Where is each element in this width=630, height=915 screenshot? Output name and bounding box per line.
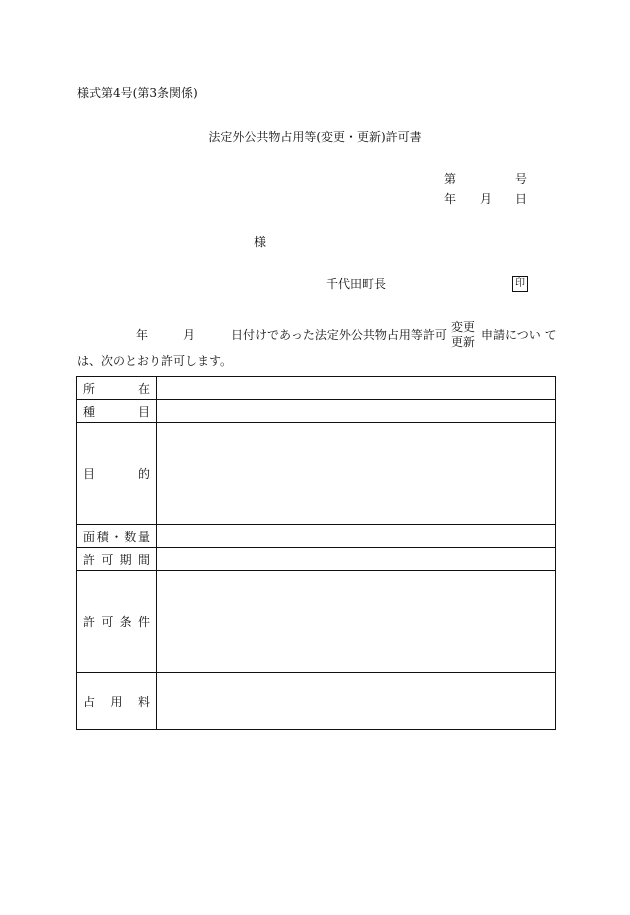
label-char: 所 xyxy=(83,381,96,396)
label-char: 可 xyxy=(101,615,114,629)
issue-date-year-label: 年 xyxy=(444,192,457,206)
addressee-honorific: 様 xyxy=(254,235,267,249)
value-occupancy-fee xyxy=(157,673,556,730)
value-category xyxy=(157,400,556,423)
change-option-henkou: 変更 xyxy=(451,320,476,334)
label-char: 在 xyxy=(137,381,150,396)
body-text-tail: 申請につい て xyxy=(481,328,557,342)
reference-number-prefix: 第 xyxy=(444,172,457,186)
table-row-permit-conditions xyxy=(77,571,556,673)
seal-mark: 印 xyxy=(512,276,528,292)
value-area-quantity xyxy=(157,525,556,548)
label-char: 条 xyxy=(119,615,132,629)
change-option-koushin: 更新 xyxy=(451,335,476,349)
label-char: 期 xyxy=(119,552,132,567)
permit-details-table xyxy=(76,376,556,730)
table-row-location xyxy=(77,377,556,400)
label-char: 的 xyxy=(137,467,150,481)
label-char: 目 xyxy=(137,404,150,419)
label-char: 積 xyxy=(96,529,109,544)
label-char: 許 xyxy=(83,615,96,629)
value-purpose xyxy=(157,423,556,525)
body-text-middle: 日付けであった法定外公共物占用等許可 xyxy=(231,328,447,342)
label-char: 面 xyxy=(83,529,96,544)
document-title: 法定外公共物占用等(変更・更新)許可書 xyxy=(208,130,422,144)
label-char: ・ xyxy=(110,529,123,544)
body-text-line2: は、次のとおり許可します。 xyxy=(77,354,233,368)
label-category xyxy=(77,400,157,423)
label-char: 数 xyxy=(124,529,137,544)
table-row-occupancy-fee xyxy=(77,673,556,730)
table-row-purpose xyxy=(77,423,556,525)
value-permit-period xyxy=(157,548,556,571)
application-year-label: 年 xyxy=(136,328,149,342)
table-row-area-quantity xyxy=(77,525,556,548)
issuer-title: 千代田町長 xyxy=(326,277,387,291)
label-char: 間 xyxy=(137,552,150,567)
label-occupancy-fee xyxy=(77,673,157,730)
label-area-quantity xyxy=(77,525,157,548)
table-row-permit-period xyxy=(77,548,556,571)
label-char: 料 xyxy=(137,694,150,709)
reference-number-suffix: 号 xyxy=(515,172,528,186)
table-row-category xyxy=(77,400,556,423)
label-char: 件 xyxy=(137,615,150,629)
value-location xyxy=(157,377,556,400)
change-type-options xyxy=(451,320,475,350)
label-char: 占 xyxy=(83,694,96,709)
label-char: 可 xyxy=(101,552,114,567)
label-char: 種 xyxy=(83,404,96,419)
label-char: 量 xyxy=(137,529,150,544)
label-char: 用 xyxy=(110,694,123,709)
application-month-label: 月 xyxy=(183,328,196,342)
form-number: 様式第4号(第3条関係) xyxy=(77,86,198,100)
value-permit-conditions xyxy=(157,571,556,673)
issue-date-month-label: 月 xyxy=(480,192,493,206)
issue-date-day-label: 日 xyxy=(515,192,528,206)
label-permit-conditions xyxy=(77,571,157,673)
label-char: 許 xyxy=(83,552,96,567)
label-char: 目 xyxy=(83,467,96,481)
label-permit-period xyxy=(77,548,157,571)
label-location xyxy=(77,377,157,400)
label-purpose xyxy=(77,423,157,525)
